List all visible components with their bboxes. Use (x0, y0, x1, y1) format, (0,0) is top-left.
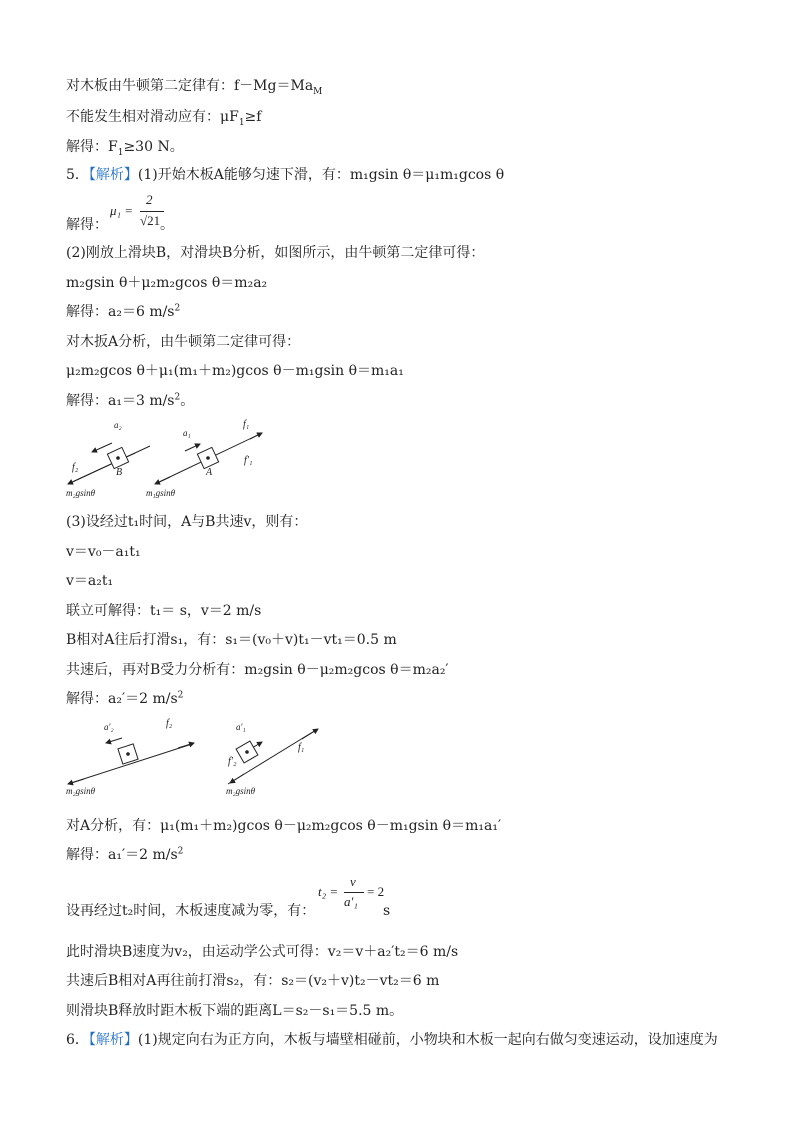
label-m1g: m₁gsinθ (146, 488, 176, 498)
text-line: 解得：a₂′＝2 $m/s^2$ (66, 690, 184, 707)
label-m2g: m₂gsinθ (66, 786, 96, 796)
text-line: 共速后，再对B受力分析有：m₂gsin θ－μ₂m₂gcos θ＝m₂a₂′ (66, 662, 449, 678)
label-a1-prime: a′₁ (236, 722, 246, 732)
text-line: 解得：a₂＝6 $m/s^2$ (66, 303, 181, 320)
label-f2: f₂ (166, 718, 173, 729)
text-line: 解得： (66, 217, 108, 233)
text-line: 对木板由牛顿第二定律有：$f-Mg=Ma_M$ (66, 78, 323, 97)
label-B: B (116, 467, 123, 478)
label-f1: f₁ (243, 419, 250, 430)
force-diagram-2 (0, 712, 800, 796)
label-A: A (206, 467, 213, 478)
label-m2g: m₂gsinθ (66, 488, 96, 498)
label-f1-prime: f′₁ (244, 455, 253, 466)
text-line: 共速后B相对A再往前打滑s₂，有：s₂＝(v₂＋v)t₂－vt₂＝6 m (66, 973, 440, 989)
text-line: 对A分析，有：μ₁(m₁＋m₂)gcos θ－μ₂m₂gcos θ－m₁gsin θ＝m₁a₁′ (66, 818, 502, 834)
text-line: m₂gsin θ＋μ₂m₂gcos θ＝m₂a₂ (66, 275, 268, 291)
text-line: (3)设经过t₁时间，A与B共速v，则有： (66, 514, 308, 530)
text-line: v＝a₂t₁ (66, 573, 114, 589)
label-a2: a₂ (114, 420, 122, 430)
force-diagram-1 (0, 418, 800, 498)
text-line: 解得：a₁＝3 $m/s^2$。 (66, 392, 195, 409)
formula-mu1: μ₁ = 2 √21 (110, 192, 170, 232)
text-line: 解得：a₁′＝2 $m/s^2$ (66, 846, 184, 863)
text-line: B相对A往后打滑s₁，有：s₁＝(v₀＋v)t₁－vt₁＝0.5 m (66, 632, 397, 648)
label-f1: f₁ (298, 742, 305, 753)
text-line: 解得：$F_1\ge 30$ N。 (66, 139, 184, 158)
problem-6-heading: 6．【解析】(1)规定向右为正方向，木板与墙壁相碰前，小物块和木板一起向右做匀变速运动，设加速度为 (66, 1032, 718, 1048)
label-f2-prime: f′₂ (228, 756, 237, 767)
label-a1: a₁ (183, 428, 191, 438)
label-a2-prime: a′₂ (104, 722, 114, 732)
label-m2g-b: m₂gsinθ (226, 786, 256, 796)
problem-5-heading: 5．【解析】(1)开始木板A能够匀速下滑，有：m₁gsin θ＝μ₁m₁gcos θ (66, 167, 505, 183)
text-line: 此时滑块B速度为v₂，由运动学公式可得：v₂＝v＋a₂′t₂＝6 m/s (66, 944, 459, 960)
analysis-tag: 【解析】 (88, 1032, 138, 1048)
analysis-tag: 【解析】 (88, 167, 138, 183)
text-line: 对木扳A分析，由牛顿第二定律可得： (66, 334, 301, 350)
text-line: 设再经过t₂时间，木板速度减为零，有： (66, 903, 316, 919)
text-line: (2)刚放上滑块B，对滑块B分析，如图所示，由牛顿第二定律可得： (66, 245, 485, 261)
formula-t2: t₂ = v a′₁ = 2 (318, 874, 385, 909)
text-line: s (383, 903, 391, 919)
text-line: 则滑块B释放时距木板下端的距离L＝s₂－s₁＝5.5 m。 (66, 1003, 404, 1019)
text-line: v＝v₀－a₁t₁ (66, 544, 141, 560)
text-line: 联立可解得：t₁＝ s，v＝2 m/s (66, 603, 262, 619)
text-line: 不能发生相对滑动应有：$\mu F_1\ge f$ (66, 109, 262, 128)
text-line: 。 (160, 217, 174, 233)
text-line: μ₂m₂gcos θ＋μ₁(m₁＋m₂)gcos θ－m₁gsin θ＝m₁a₁ (66, 363, 404, 379)
label-f2: f₂ (72, 462, 79, 473)
